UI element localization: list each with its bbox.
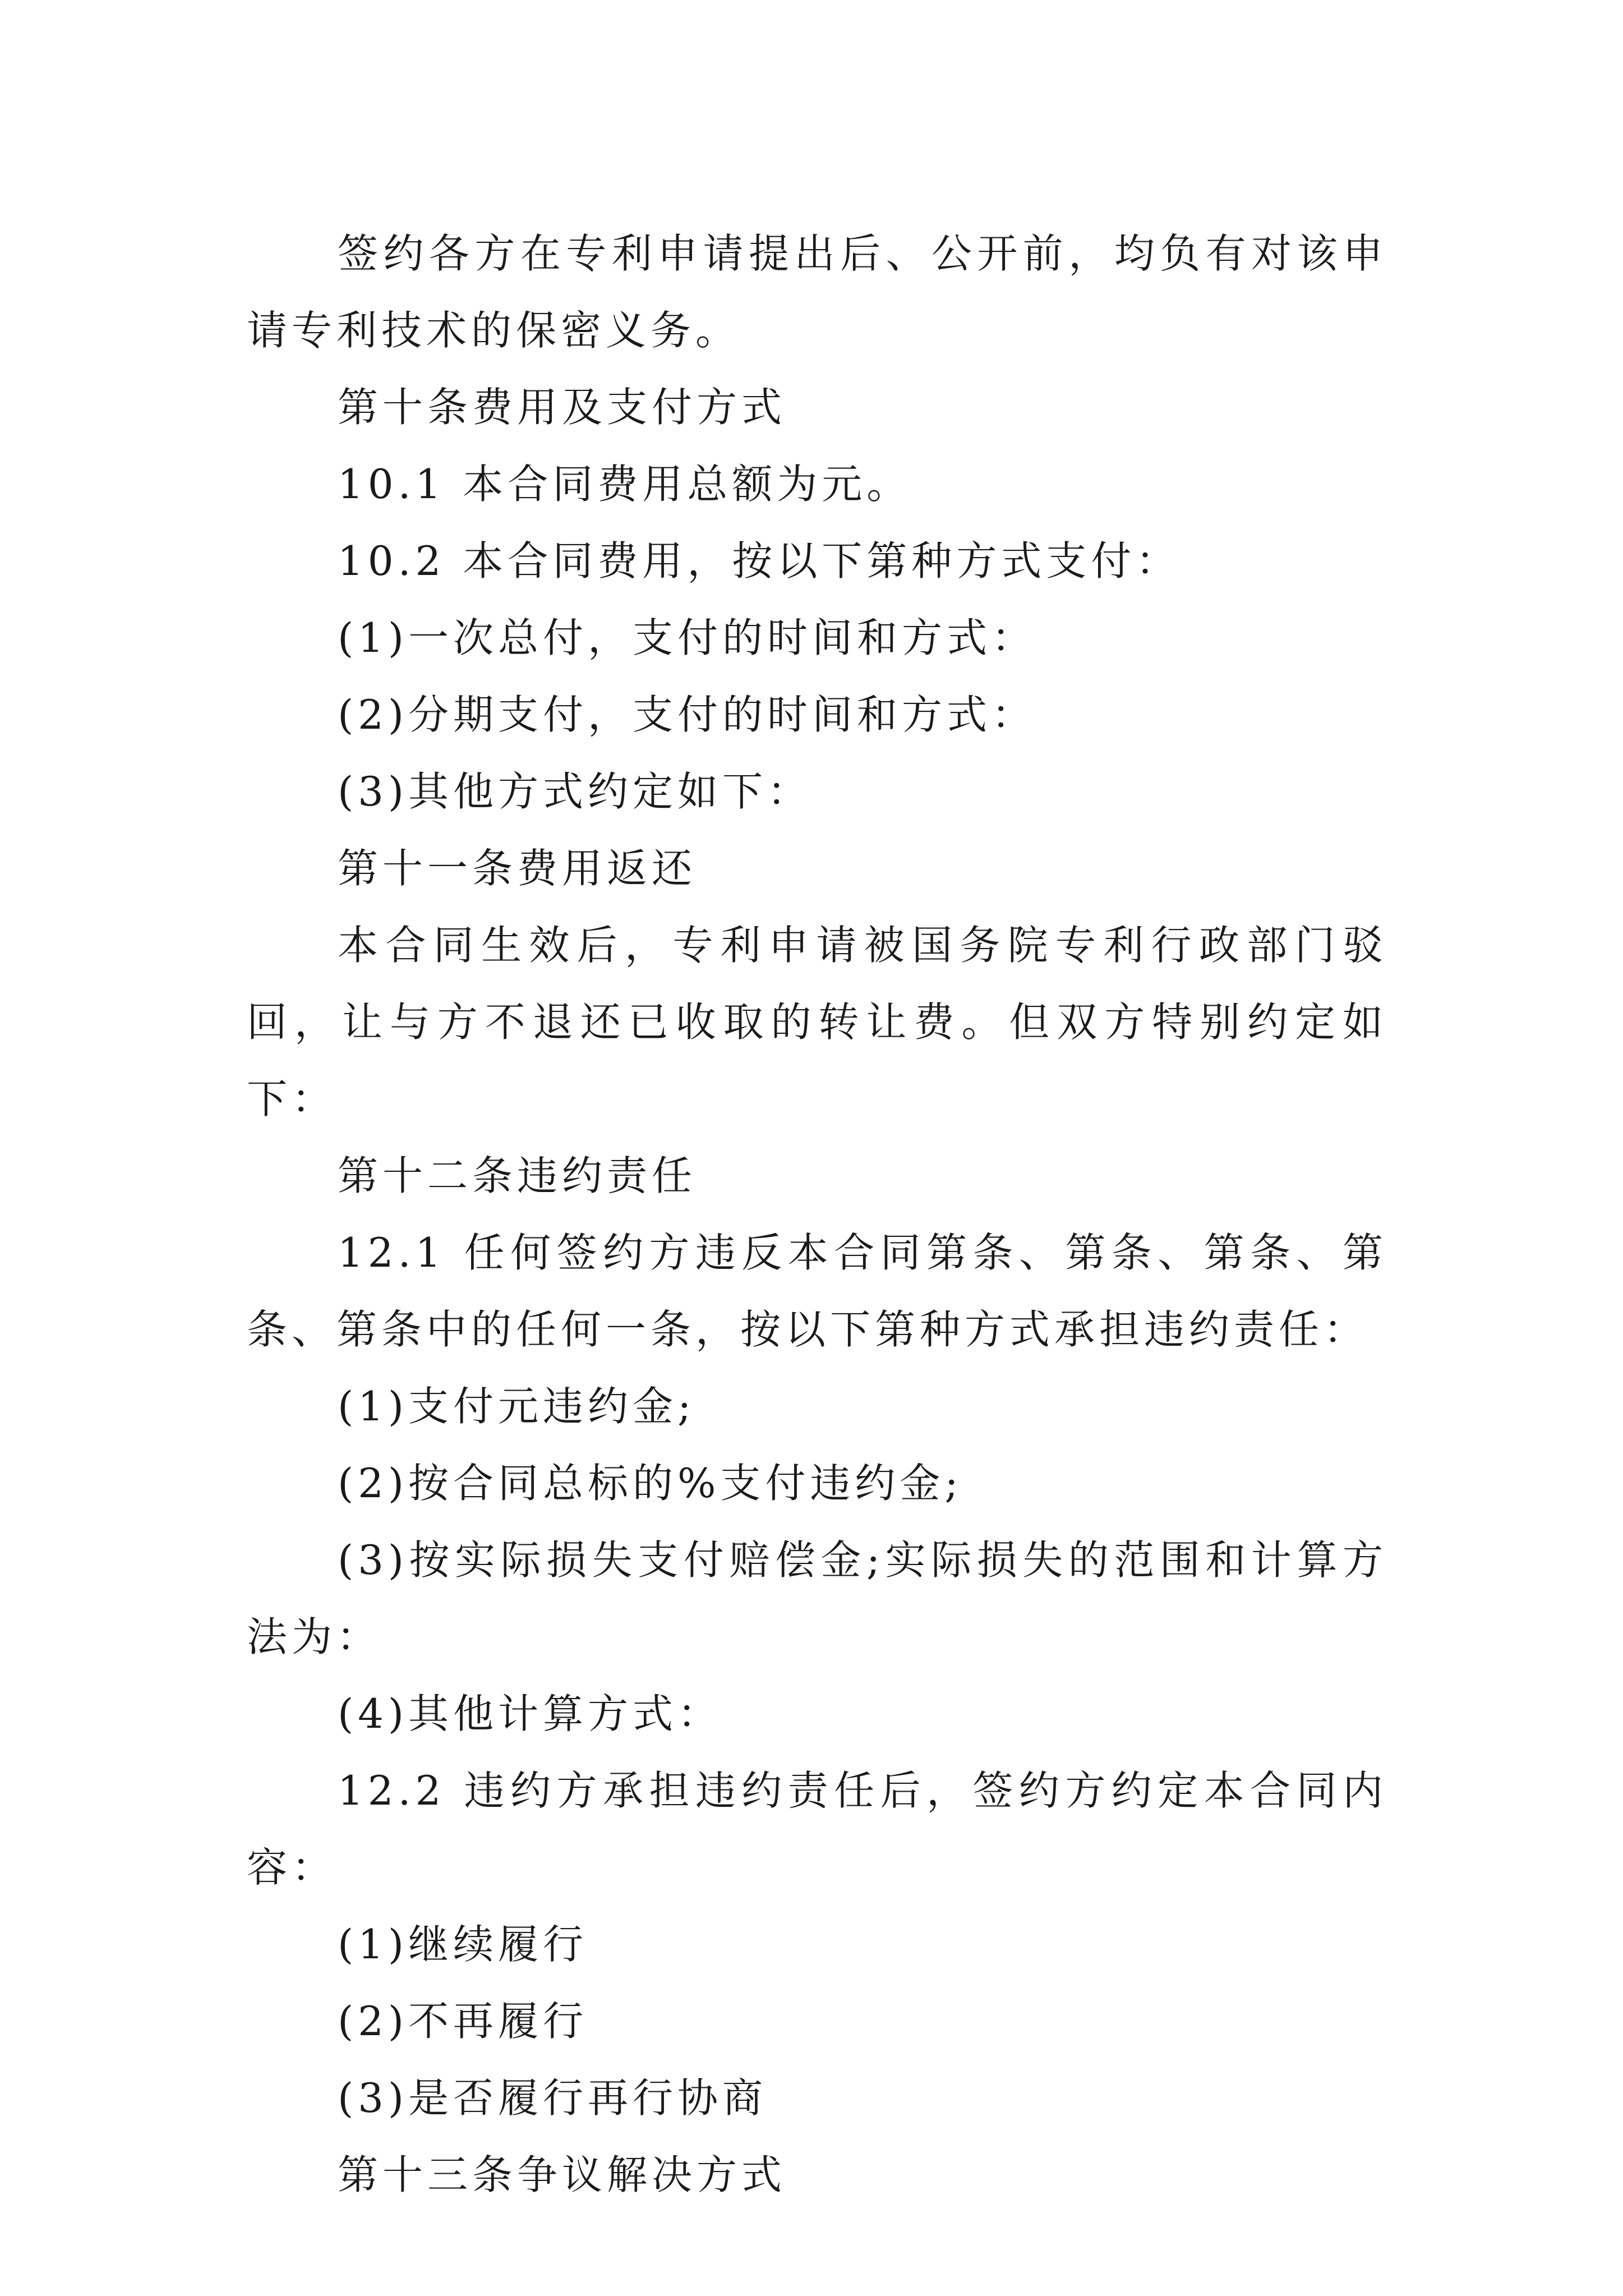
- clause-12-1-item-2: (2)按合同总标的%支付违约金;: [338, 1460, 963, 1507]
- clause-10-2-item-2: (2)分期支付，支付的时间和方式：: [338, 691, 1036, 738]
- clause-12-2: 12.2 违约方承担违约责任后，签约方约定本合同内容：: [247, 1767, 1387, 1891]
- clause-12-1-item-1: (1)支付元违约金;: [338, 1383, 696, 1430]
- heading-article-10: 第十条费用及支付方式: [338, 384, 787, 431]
- heading-article-13: 第十三条争议解决方式: [338, 2151, 787, 2198]
- paragraph-confidentiality: 签约各方在专利申请提出后、公开前，均负有对该申请专利技术的保密义务。: [247, 230, 1387, 354]
- clause-12-2-item-1: (1)继续履行: [338, 1921, 588, 1968]
- clause-12-2-item-2: (2)不再履行: [338, 1998, 588, 2045]
- document-body: [247, 215, 1387, 2214]
- clause-12-2-item-3: (3)是否履行再行协商: [338, 2074, 767, 2122]
- clause-12-1: 12.1 任何签约方违反本合同第条、第条、第条、第条、第条中的任何一条，按以下第种方式承担违约责任：: [247, 1229, 1387, 1353]
- clause-10-2-item-3: (3)其他方式约定如下：: [338, 768, 812, 815]
- clause-10-2-item-1: (1)一次总付，支付的时间和方式：: [338, 614, 1036, 661]
- clause-12-1-item-3: (3)按实际损失支付赔偿金;实际损失的范围和计算方法为：: [247, 1536, 1387, 1660]
- clause-12-1-item-4: (4)其他计算方式：: [338, 1690, 722, 1737]
- clause-10-1: 10.1 本合同费用总额为元。: [338, 461, 912, 508]
- heading-article-12: 第十二条违约责任: [338, 1152, 697, 1199]
- paragraph-refund: 本合同生效后，专利申请被国务院专利行政部门驳回，让与方不退还已收取的转让费。但双方特别约定如下：: [247, 922, 1387, 1122]
- heading-article-11: 第十一条费用返还: [338, 845, 697, 892]
- clause-10-2: 10.2 本合同费用，按以下第种方式支付：: [338, 537, 1181, 585]
